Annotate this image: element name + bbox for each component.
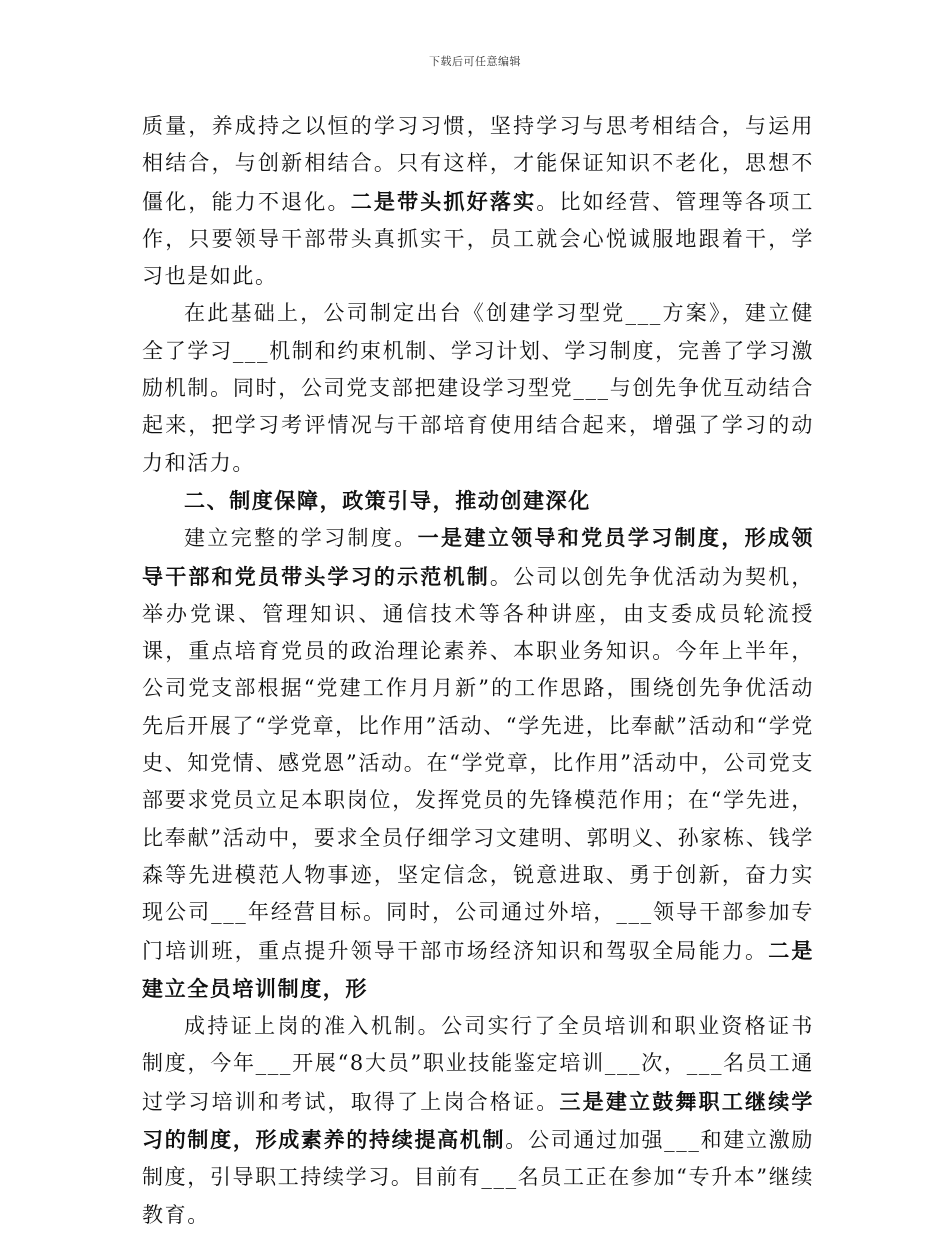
paragraph-3 bbox=[142, 519, 814, 1008]
paragraph-1-bold: 二是带头抓好落实 bbox=[350, 188, 537, 214]
paragraph-4-bold: 三是建立鼓舞职工继续学习的制度，形成素养的持续提高机制 bbox=[142, 1088, 814, 1153]
paragraph-3-text: 建立完整的学习制度。 bbox=[184, 526, 418, 551]
paragraph-1 bbox=[142, 108, 814, 295]
paragraph-4 bbox=[142, 1008, 814, 1234]
paragraph-3-text-2: 。公司以创先争优活动为契机，举办党课、管理知识、通信技术等各种讲座，由支委成员轮流授课，重点培育党员的政治理论素养、本职业务知识。今年上半年，公司党支部根据“党建工作月月新”的工作思路，围绕创先争优活动先后开展了“学党章，比作用”活动、“学先进，比奉献”活动和“学党史、知党情、感党恩”活动。在“学党章，比作用”活动中，公司党支部要求党员立足本职岗位，发挥党员的先锋模范作用；在“学先进，比奉献”活动中，要求全员仔细学习文建明、郭明义、孙家栋、钱学森等先进模范人物事迹，坚定信念，锐意进取、勇于创新，奋力实现公司___年经营目标。同时，公司通过外培，___领导干部参加专门培训班，重点提升领导干部市场经济知识和驾驭全局能力。 bbox=[142, 564, 814, 963]
paragraph-1-text-2: 。比如经营、管理等各项工作，只要领导干部带头真抓实干，员工就会心悦诚服地跟着干，学习也是如此。 bbox=[142, 189, 814, 289]
page-header-note: 下载后可任意编辑 bbox=[429, 55, 521, 68]
document-body bbox=[142, 108, 814, 1234]
paragraph-3-bold-2: 二是建立全员培训制度，形 bbox=[142, 937, 814, 1001]
paragraph-4-text-2: 。公司通过加强___和建立激励制度，引导职工持续学习。目前有___名员工正在参加“专升本”继续教育。 bbox=[142, 1128, 814, 1227]
section-heading-text: 二、制度保障，政策引导，推动创建深化 bbox=[184, 487, 591, 513]
paragraph-2-text: 在此基础上，公司制定出台《创建学习型党___方案》，建立健全了学习___机制和约束机制、学习计划、学习制度，完善了学习激励机制。同时，公司党支部把建设学习型党___与创先争优互动结合起来，把学习考评情况与干部培育使用结合起来，增强了学习的动力和活力。 bbox=[142, 301, 814, 475]
paragraph-2 bbox=[142, 295, 814, 481]
paragraph-3-bold: 一是建立领导和党员学习制度，形成领导干部和党员带头学习的示范机制 bbox=[142, 525, 815, 589]
paragraph-4-text: 成持证上岗的准入机制。公司实行了全员培训和职业资格证书制度，今年___开展“8大员”职业技能鉴定培训___次，___名员工通过学习培训和考试，取得了上岗合格证。 bbox=[142, 1014, 814, 1114]
paragraph-1-text: 质量，养成持之以恒的学习习惯，坚持学习与思考相结合，与运用相结合，与创新相结合。只有这样，才能保证知识不老化，思想不僵化，能力不退化。 bbox=[142, 114, 814, 214]
section-heading bbox=[142, 482, 814, 519]
